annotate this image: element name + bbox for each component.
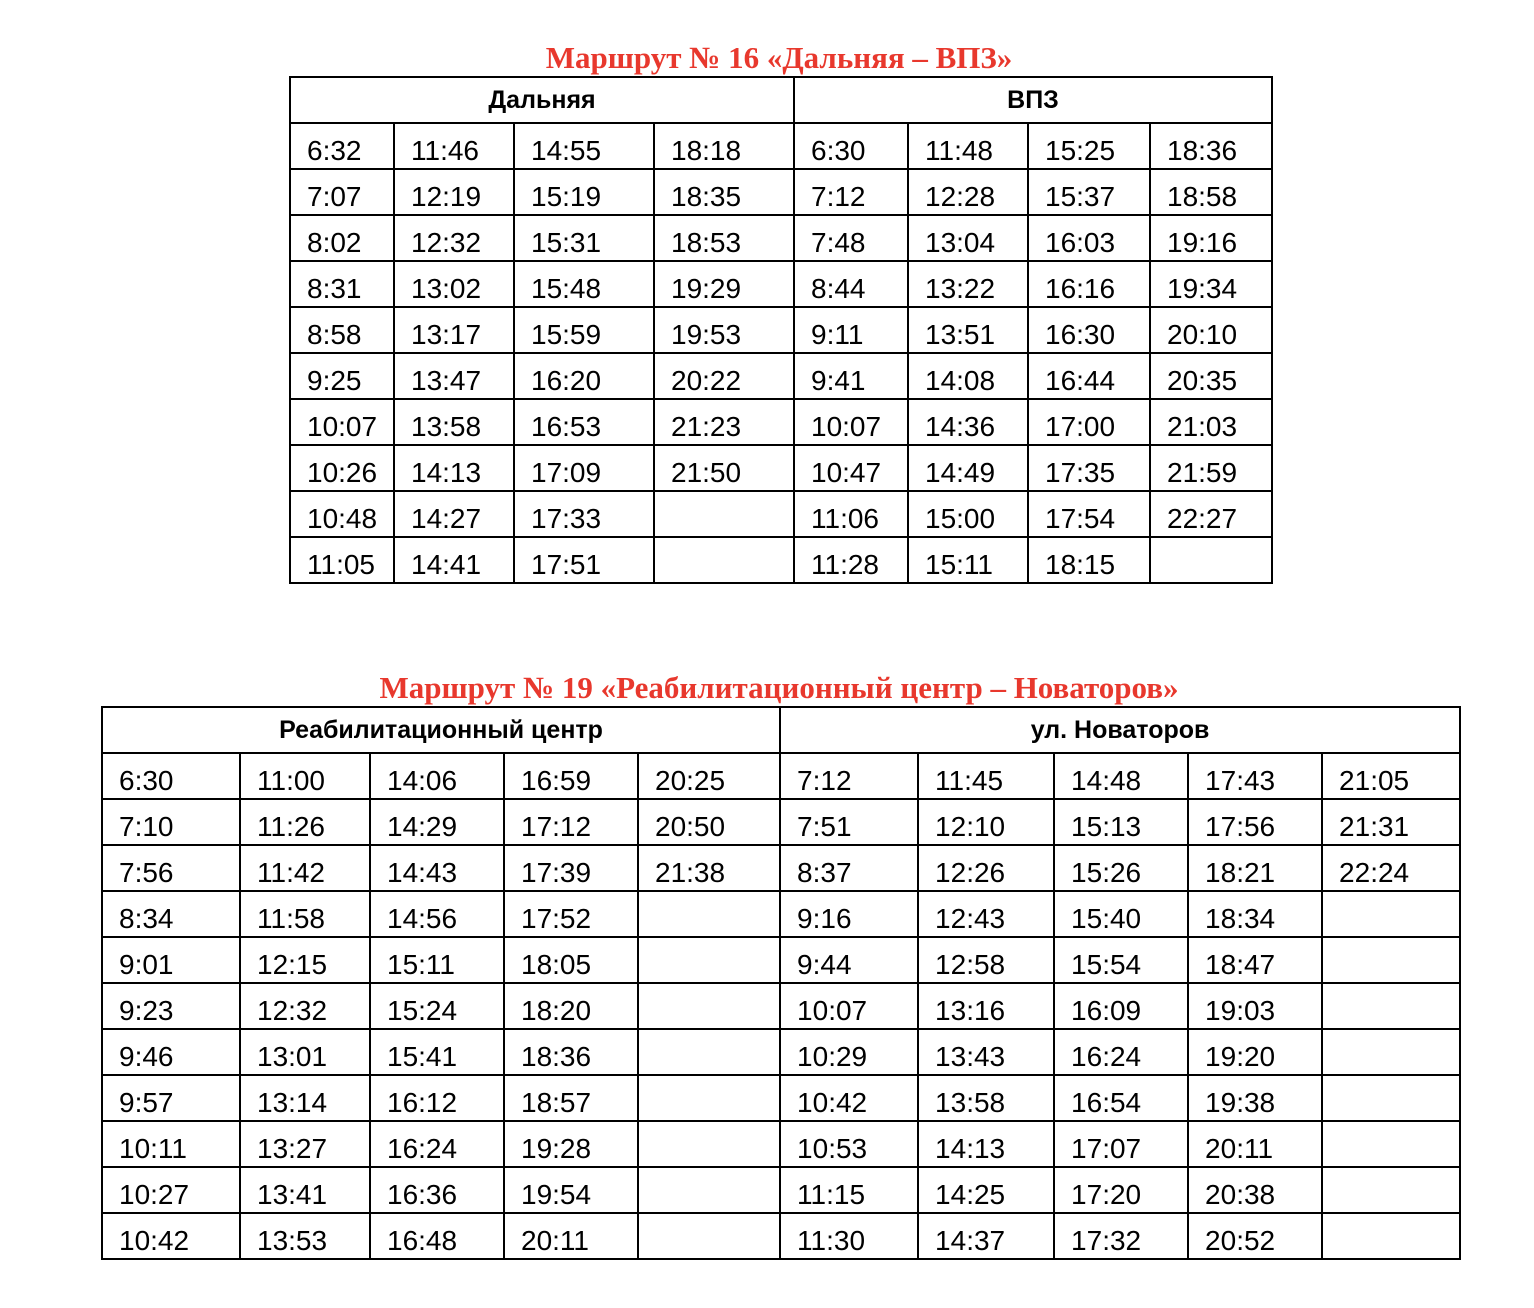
time-cell: 18:47 bbox=[1188, 937, 1322, 983]
time-cell: 16:59 bbox=[504, 753, 638, 799]
time-cell: 9:44 bbox=[780, 937, 918, 983]
time-cell: 13:16 bbox=[918, 983, 1054, 1029]
time-cell: 12:26 bbox=[918, 845, 1054, 891]
time-cell: 12:19 bbox=[394, 169, 514, 215]
time-cell: 19:54 bbox=[504, 1167, 638, 1213]
time-cell: 10:47 bbox=[794, 445, 908, 491]
table-row bbox=[290, 445, 1272, 491]
time-cell: 8:58 bbox=[290, 307, 394, 353]
time-cell: 11:15 bbox=[780, 1167, 918, 1213]
time-cell bbox=[1322, 1121, 1460, 1167]
time-cell: 17:07 bbox=[1054, 1121, 1188, 1167]
time-cell: 14:29 bbox=[370, 799, 504, 845]
time-cell: 11:48 bbox=[908, 123, 1028, 169]
time-cell bbox=[1322, 1075, 1460, 1121]
time-cell: 18:20 bbox=[504, 983, 638, 1029]
time-cell: 19:38 bbox=[1188, 1075, 1322, 1121]
time-cell: 7:07 bbox=[290, 169, 394, 215]
time-cell: 18:05 bbox=[504, 937, 638, 983]
time-cell: 7:10 bbox=[102, 799, 240, 845]
table-row bbox=[290, 123, 1272, 169]
time-cell: 10:11 bbox=[102, 1121, 240, 1167]
time-cell: 22:24 bbox=[1322, 845, 1460, 891]
time-cell: 11:42 bbox=[240, 845, 370, 891]
time-cell: 19:16 bbox=[1150, 215, 1272, 261]
time-cell: 7:51 bbox=[780, 799, 918, 845]
time-cell: 10:48 bbox=[290, 491, 394, 537]
time-cell: 9:11 bbox=[794, 307, 908, 353]
time-cell: 11:30 bbox=[780, 1213, 918, 1259]
time-cell: 7:12 bbox=[794, 169, 908, 215]
route-19-title: Маршрут № 19 «Реабилитационный центр – Новаторов» bbox=[379, 670, 1179, 705]
time-cell: 16:30 bbox=[1028, 307, 1150, 353]
time-cell: 20:11 bbox=[504, 1213, 638, 1259]
table-row bbox=[290, 307, 1272, 353]
time-cell: 14:43 bbox=[370, 845, 504, 891]
time-cell: 19:20 bbox=[1188, 1029, 1322, 1075]
time-cell: 17:52 bbox=[504, 891, 638, 937]
time-cell: 11:06 bbox=[794, 491, 908, 537]
time-cell: 16:20 bbox=[514, 353, 654, 399]
time-cell: 16:12 bbox=[370, 1075, 504, 1121]
time-cell: 20:22 bbox=[654, 353, 794, 399]
time-cell: 8:31 bbox=[290, 261, 394, 307]
time-cell: 10:07 bbox=[780, 983, 918, 1029]
time-cell: 17:35 bbox=[1028, 445, 1150, 491]
time-cell: 13:47 bbox=[394, 353, 514, 399]
time-cell bbox=[638, 983, 780, 1029]
time-cell: 14:06 bbox=[370, 753, 504, 799]
time-cell: 14:27 bbox=[394, 491, 514, 537]
table-row bbox=[102, 1121, 1460, 1167]
time-cell: 15:26 bbox=[1054, 845, 1188, 891]
time-cell bbox=[1322, 1029, 1460, 1075]
time-cell: 19:34 bbox=[1150, 261, 1272, 307]
time-cell: 12:10 bbox=[918, 799, 1054, 845]
time-cell: 20:25 bbox=[638, 753, 780, 799]
time-cell: 17:20 bbox=[1054, 1167, 1188, 1213]
time-cell: 10:42 bbox=[780, 1075, 918, 1121]
time-cell: 22:27 bbox=[1150, 491, 1272, 537]
time-cell: 13:27 bbox=[240, 1121, 370, 1167]
time-cell bbox=[638, 937, 780, 983]
time-cell: 13:17 bbox=[394, 307, 514, 353]
table-row bbox=[290, 491, 1272, 537]
time-cell: 6:30 bbox=[794, 123, 908, 169]
time-cell: 9:46 bbox=[102, 1029, 240, 1075]
time-cell: 20:52 bbox=[1188, 1213, 1322, 1259]
time-cell: 14:13 bbox=[394, 445, 514, 491]
time-cell: 15:00 bbox=[908, 491, 1028, 537]
table-row bbox=[290, 169, 1272, 215]
time-cell: 11:26 bbox=[240, 799, 370, 845]
time-cell bbox=[654, 491, 794, 537]
table-row bbox=[102, 1029, 1460, 1075]
time-cell: 12:43 bbox=[918, 891, 1054, 937]
time-cell bbox=[1322, 983, 1460, 1029]
time-cell: 14:36 bbox=[908, 399, 1028, 445]
time-cell: 16:16 bbox=[1028, 261, 1150, 307]
time-cell bbox=[638, 1167, 780, 1213]
route-16-title: Маршрут № 16 «Дальняя – ВПЗ» bbox=[545, 40, 1013, 75]
time-cell: 13:01 bbox=[240, 1029, 370, 1075]
time-cell: 12:15 bbox=[240, 937, 370, 983]
time-cell: 7:48 bbox=[794, 215, 908, 261]
time-cell: 19:53 bbox=[654, 307, 794, 353]
route-19-table bbox=[101, 706, 1461, 1260]
time-cell: 10:42 bbox=[102, 1213, 240, 1259]
time-cell: 8:34 bbox=[102, 891, 240, 937]
time-cell bbox=[638, 1121, 780, 1167]
time-cell bbox=[1322, 1213, 1460, 1259]
time-cell: 17:32 bbox=[1054, 1213, 1188, 1259]
time-cell: 7:12 bbox=[780, 753, 918, 799]
time-cell: 20:35 bbox=[1150, 353, 1272, 399]
time-cell: 10:07 bbox=[290, 399, 394, 445]
time-cell: 15:31 bbox=[514, 215, 654, 261]
time-cell: 12:32 bbox=[240, 983, 370, 1029]
route-16-header-vpz: ВПЗ bbox=[794, 77, 1272, 123]
time-cell: 16:03 bbox=[1028, 215, 1150, 261]
time-cell: 17:54 bbox=[1028, 491, 1150, 537]
table-row bbox=[290, 215, 1272, 261]
time-cell: 14:13 bbox=[918, 1121, 1054, 1167]
table-row bbox=[290, 537, 1272, 583]
time-cell: 12:32 bbox=[394, 215, 514, 261]
time-cell: 6:32 bbox=[290, 123, 394, 169]
time-cell: 17:51 bbox=[514, 537, 654, 583]
time-cell: 20:50 bbox=[638, 799, 780, 845]
time-cell: 13:04 bbox=[908, 215, 1028, 261]
time-cell bbox=[1150, 537, 1272, 583]
time-cell: 14:41 bbox=[394, 537, 514, 583]
table-row bbox=[102, 1213, 1460, 1259]
time-cell: 9:16 bbox=[780, 891, 918, 937]
time-cell: 18:15 bbox=[1028, 537, 1150, 583]
time-cell: 20:11 bbox=[1188, 1121, 1322, 1167]
time-cell: 15:41 bbox=[370, 1029, 504, 1075]
time-cell: 6:30 bbox=[102, 753, 240, 799]
time-cell: 17:39 bbox=[504, 845, 638, 891]
time-cell: 14:08 bbox=[908, 353, 1028, 399]
table-row bbox=[102, 937, 1460, 983]
time-cell: 15:54 bbox=[1054, 937, 1188, 983]
time-cell bbox=[654, 537, 794, 583]
time-cell bbox=[1322, 1167, 1460, 1213]
route-19-header-rehab-center: Реабилитационный центр bbox=[102, 707, 780, 753]
time-cell: 21:23 bbox=[654, 399, 794, 445]
time-cell: 11:46 bbox=[394, 123, 514, 169]
time-cell: 9:23 bbox=[102, 983, 240, 1029]
table-row bbox=[290, 261, 1272, 307]
time-cell: 11:58 bbox=[240, 891, 370, 937]
time-cell: 11:28 bbox=[794, 537, 908, 583]
time-cell: 9:01 bbox=[102, 937, 240, 983]
time-cell: 17:09 bbox=[514, 445, 654, 491]
table-row bbox=[102, 753, 1460, 799]
time-cell: 16:09 bbox=[1054, 983, 1188, 1029]
time-cell: 21:59 bbox=[1150, 445, 1272, 491]
time-cell: 15:11 bbox=[908, 537, 1028, 583]
time-cell: 18:34 bbox=[1188, 891, 1322, 937]
time-cell: 14:48 bbox=[1054, 753, 1188, 799]
time-cell: 13:22 bbox=[908, 261, 1028, 307]
time-cell: 18:58 bbox=[1150, 169, 1272, 215]
time-cell bbox=[638, 1213, 780, 1259]
time-cell: 13:43 bbox=[918, 1029, 1054, 1075]
time-cell: 13:51 bbox=[908, 307, 1028, 353]
time-cell: 17:43 bbox=[1188, 753, 1322, 799]
time-cell: 15:24 bbox=[370, 983, 504, 1029]
time-cell: 21:31 bbox=[1322, 799, 1460, 845]
time-cell: 13:58 bbox=[394, 399, 514, 445]
time-cell: 16:48 bbox=[370, 1213, 504, 1259]
time-cell bbox=[1322, 937, 1460, 983]
time-cell: 17:00 bbox=[1028, 399, 1150, 445]
time-cell: 10:53 bbox=[780, 1121, 918, 1167]
time-cell: 13:58 bbox=[918, 1075, 1054, 1121]
time-cell bbox=[638, 891, 780, 937]
time-cell: 9:57 bbox=[102, 1075, 240, 1121]
time-cell: 11:00 bbox=[240, 753, 370, 799]
time-cell: 9:25 bbox=[290, 353, 394, 399]
time-cell: 14:37 bbox=[918, 1213, 1054, 1259]
time-cell: 18:57 bbox=[504, 1075, 638, 1121]
time-cell: 21:05 bbox=[1322, 753, 1460, 799]
time-cell: 18:35 bbox=[654, 169, 794, 215]
time-cell: 15:37 bbox=[1028, 169, 1150, 215]
time-cell: 16:44 bbox=[1028, 353, 1150, 399]
time-cell: 17:56 bbox=[1188, 799, 1322, 845]
time-cell: 13:41 bbox=[240, 1167, 370, 1213]
time-cell: 12:28 bbox=[908, 169, 1028, 215]
time-cell: 16:53 bbox=[514, 399, 654, 445]
time-cell: 15:13 bbox=[1054, 799, 1188, 845]
route-16-table bbox=[289, 76, 1273, 584]
route-19-header-novatorov: ул. Новаторов bbox=[780, 707, 1460, 753]
time-cell: 10:27 bbox=[102, 1167, 240, 1213]
time-cell: 15:48 bbox=[514, 261, 654, 307]
time-cell bbox=[638, 1075, 780, 1121]
time-cell bbox=[1322, 891, 1460, 937]
table-row bbox=[290, 399, 1272, 445]
time-cell: 14:56 bbox=[370, 891, 504, 937]
route-16-header-dalnyaya: Дальняя bbox=[290, 77, 794, 123]
table-row bbox=[102, 891, 1460, 937]
time-cell: 11:45 bbox=[918, 753, 1054, 799]
table-row bbox=[102, 1167, 1460, 1213]
time-cell: 15:25 bbox=[1028, 123, 1150, 169]
table-row bbox=[102, 983, 1460, 1029]
time-cell: 8:44 bbox=[794, 261, 908, 307]
time-cell: 16:24 bbox=[370, 1121, 504, 1167]
table-row bbox=[102, 845, 1460, 891]
time-cell: 13:02 bbox=[394, 261, 514, 307]
time-cell: 10:29 bbox=[780, 1029, 918, 1075]
time-cell: 19:28 bbox=[504, 1121, 638, 1167]
time-cell: 18:21 bbox=[1188, 845, 1322, 891]
time-cell: 12:58 bbox=[918, 937, 1054, 983]
time-cell: 17:33 bbox=[514, 491, 654, 537]
table-row bbox=[102, 1075, 1460, 1121]
time-cell: 11:05 bbox=[290, 537, 394, 583]
time-cell: 15:11 bbox=[370, 937, 504, 983]
time-cell: 7:56 bbox=[102, 845, 240, 891]
time-cell: 21:50 bbox=[654, 445, 794, 491]
time-cell: 10:26 bbox=[290, 445, 394, 491]
time-cell: 14:55 bbox=[514, 123, 654, 169]
time-cell: 18:18 bbox=[654, 123, 794, 169]
time-cell bbox=[638, 1029, 780, 1075]
time-cell: 8:02 bbox=[290, 215, 394, 261]
time-cell: 13:53 bbox=[240, 1213, 370, 1259]
time-cell: 10:07 bbox=[794, 399, 908, 445]
time-cell: 16:36 bbox=[370, 1167, 504, 1213]
time-cell: 14:49 bbox=[908, 445, 1028, 491]
time-cell: 18:53 bbox=[654, 215, 794, 261]
time-cell: 21:03 bbox=[1150, 399, 1272, 445]
time-cell: 9:41 bbox=[794, 353, 908, 399]
table-row bbox=[102, 799, 1460, 845]
time-cell: 15:40 bbox=[1054, 891, 1188, 937]
time-cell: 8:37 bbox=[780, 845, 918, 891]
time-cell: 20:10 bbox=[1150, 307, 1272, 353]
time-cell: 16:24 bbox=[1054, 1029, 1188, 1075]
time-cell: 13:14 bbox=[240, 1075, 370, 1121]
time-cell: 18:36 bbox=[504, 1029, 638, 1075]
time-cell: 19:03 bbox=[1188, 983, 1322, 1029]
time-cell: 14:25 bbox=[918, 1167, 1054, 1213]
table-row bbox=[290, 353, 1272, 399]
time-cell: 18:36 bbox=[1150, 123, 1272, 169]
time-cell: 19:29 bbox=[654, 261, 794, 307]
time-cell: 15:19 bbox=[514, 169, 654, 215]
time-cell: 21:38 bbox=[638, 845, 780, 891]
time-cell: 16:54 bbox=[1054, 1075, 1188, 1121]
time-cell: 20:38 bbox=[1188, 1167, 1322, 1213]
time-cell: 17:12 bbox=[504, 799, 638, 845]
time-cell: 15:59 bbox=[514, 307, 654, 353]
